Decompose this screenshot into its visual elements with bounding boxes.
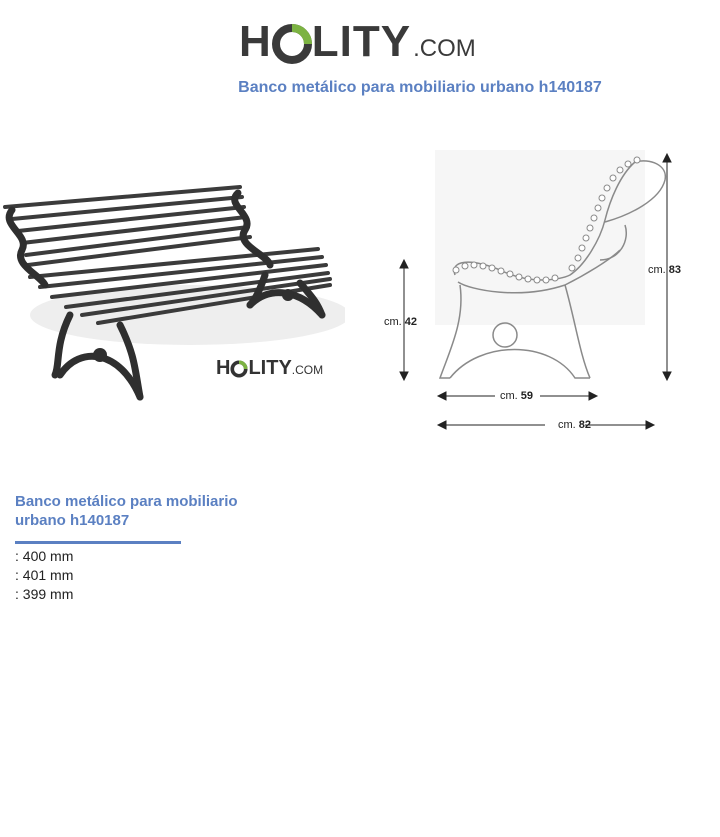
photo-logo-suffix: .COM [291, 363, 324, 377]
logo-letter-h: H [239, 17, 272, 66]
spec-item: : 401 mm [15, 567, 74, 583]
title-underline [15, 541, 181, 544]
spec-list [15, 547, 73, 604]
dim-seat-height: cm. 42 [384, 316, 418, 328]
dimension-drawing [360, 140, 720, 450]
page-title: Banco metálico para mobiliario urbano h140187 [238, 79, 602, 96]
spec-item: : 399 mm [15, 586, 74, 602]
site-logo[interactable] [239, 14, 476, 64]
logo-suffix: .COM [413, 35, 476, 62]
photo-logo-letter-h: H [216, 357, 231, 379]
logo-letters-lity: LITY [311, 17, 412, 66]
photo-logo-ring-icon [230, 360, 248, 378]
dim-total-depth: cm. 82 [558, 419, 592, 431]
spec-item: : 400 mm [15, 548, 74, 564]
dim-seat-depth: cm. 59 [500, 390, 534, 402]
product-title: Banco metálico para mobiliario urbano h140187 [15, 493, 238, 529]
dim-total-height: cm. 83 [648, 264, 682, 276]
photo-logo-letters-lity: LITY [248, 357, 292, 379]
photo-watermark-logo [216, 358, 323, 378]
logo-ring-icon [272, 24, 312, 64]
